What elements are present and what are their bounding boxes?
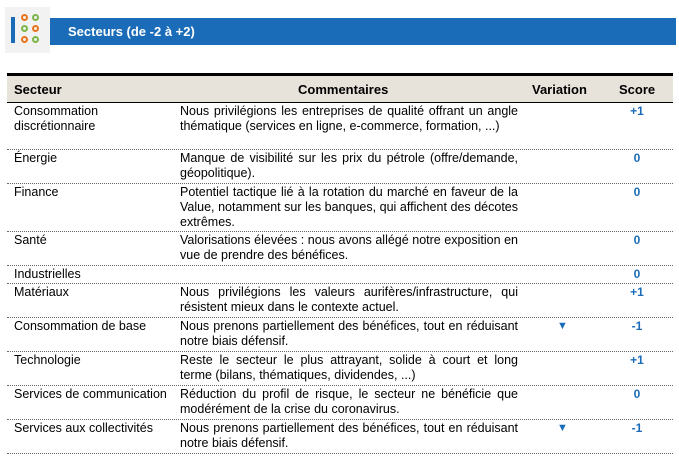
score-cell: +1 — [630, 285, 644, 299]
comment-cell: Réduction du profil de risque, le secteur ne bénéficie que modérément de la crise du coronavirus. — [180, 387, 518, 416]
variation-down-icon: ▼ — [557, 422, 568, 434]
score-cell: -1 — [631, 421, 643, 435]
table-row — [7, 284, 673, 318]
column-header-score: Score — [619, 82, 656, 97]
comment-cell: Potentiel tactique lié à la rotation du marché en faveur de la Value, notamment sur les banques, qui affichent des décotes extrêmes. — [180, 185, 518, 229]
score-cell: +1 — [630, 353, 644, 367]
comment-cell: Nous privilégions les valeurs aurifères/infrastructure, qui résistent mieux dans le contexte actuel. — [180, 285, 518, 314]
column-header-comments: Commentaires — [298, 82, 389, 97]
table-row — [7, 386, 673, 420]
comment-cell: Nous privilégions les entreprises de qualité offrant un angle thématique (services en ligne, e-commerce, formation, ...) — [180, 104, 518, 133]
sector-cell: Énergie — [14, 151, 58, 165]
comment-cell: Valorisations élevées : nous avons allégé notre exposition en vue de prendre des bénéfices. — [180, 233, 518, 262]
score-cell: 0 — [633, 387, 641, 401]
table-row — [7, 318, 673, 352]
table-row — [7, 103, 673, 150]
variation-down-icon: ▼ — [557, 320, 568, 332]
sector-cell: Finance — [14, 185, 59, 199]
score-cell: +1 — [630, 104, 644, 118]
score-cell: 0 — [633, 185, 641, 199]
sector-cell: Services de communication — [14, 387, 167, 401]
table-row — [7, 184, 673, 232]
table-row — [7, 150, 673, 184]
page-title: Secteurs (de -2 à +2) — [68, 24, 195, 39]
table-row — [7, 232, 673, 266]
column-header-sector: Secteur — [14, 82, 62, 97]
comment-cell: Manque de visibilité sur les prix du pétrole (offre/demande, géopolitique). — [180, 151, 518, 180]
comment-cell: Nous prenons partiellement des bénéfices, tout en réduisant notre biais défensif. — [180, 421, 518, 450]
table-row — [7, 266, 673, 284]
table-row — [7, 420, 673, 454]
table-header — [7, 73, 673, 103]
sector-cell: Consommation de base — [14, 319, 147, 333]
score-cell: 0 — [633, 233, 641, 247]
logo-icon — [5, 7, 50, 53]
score-cell: 0 — [633, 151, 641, 165]
section-header — [5, 7, 676, 53]
sector-cell: Consommation discrétionnaire — [14, 104, 99, 133]
score-cell: -1 — [631, 319, 643, 333]
sector-cell: Industrielles — [14, 267, 81, 281]
title-bar — [50, 18, 676, 45]
sector-cell: Technologie — [14, 353, 81, 367]
comment-cell: Reste le secteur le plus attrayant, solide à court et long terme (bilans, thématiques, dividendes, ...) — [180, 353, 518, 382]
sector-cell: Matériaux — [14, 285, 69, 299]
score-cell: 0 — [633, 267, 641, 281]
comment-cell: Nous prenons partiellement des bénéfices, tout en réduisant notre biais défensif. — [180, 319, 518, 348]
column-header-variation: Variation — [532, 82, 587, 97]
sector-cell: Services aux collectivités — [14, 421, 153, 435]
sector-cell: Santé — [14, 233, 47, 247]
table-row — [7, 352, 673, 386]
sector-table — [7, 73, 673, 454]
